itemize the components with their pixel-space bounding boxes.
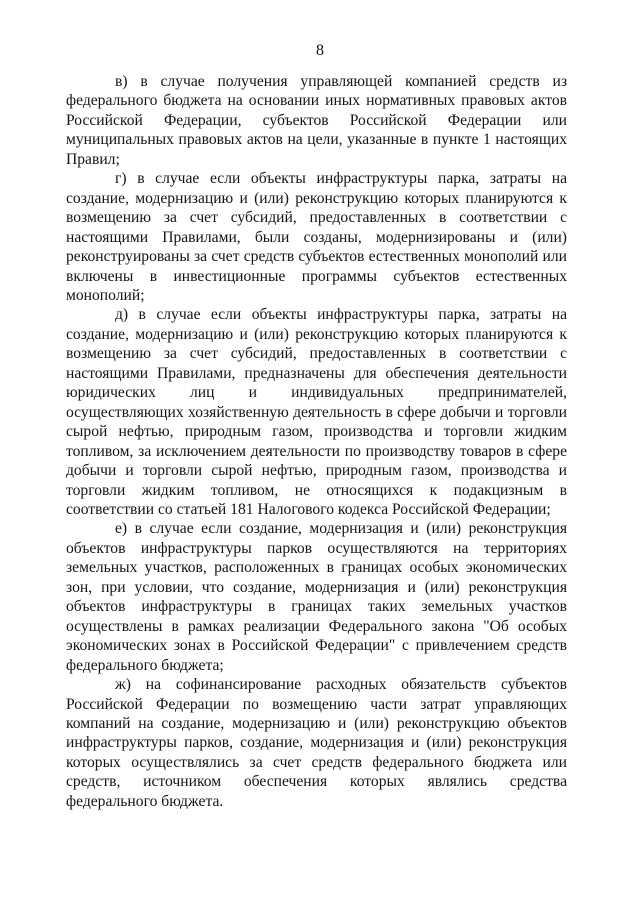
document-body (66, 72, 567, 811)
paragraph-v: в) в случае получения управляющей компанией средств из федерального бюджета на основании иных нормативных правовых актов Российской Федерации, субъектов Российской Федерации или муниципальных правовых актов на цели, указанные в пункте 1 настоящих Правил; (66, 73, 567, 168)
paragraph-zh: ж) на софинансирование расходных обязательств субъектов Российской Федерации по возмещению части затрат управляющих компаний на создание, модернизацию и (или) реконструкцию объектов инфраструктуры парков, создание, модернизация и (или) реконструкция которых осуществлялись за счет средств федерального бюджета или средств, источником обеспечения которых являлись средства федерального бюджета. (66, 676, 567, 810)
page-number: 8 (316, 42, 324, 59)
paragraph-g: г) в случае если объекты инфраструктуры парка, затраты на создание, модернизацию и (или) реконструкцию которых планируются к возмещению за счет субсидий, предоставленных в соответствии с настоящими Правилами, были созданы, модернизированы и (или) реконструированы за счет средств субъектов естественных монополий или включены в инвестиционные программы субъектов естественных монополий; (66, 170, 567, 304)
paragraph-d: д) в случае если объекты инфраструктуры парка, затраты на создание, модернизацию и (или) реконструкцию которых планируются к возмещению за счет субсидий, предоставленных в соответствии с настоящими Правилами, предназначены для обеспечения деятельности юридических лиц и индивидуальных предпринимателей, осуществляющих хозяйственную деятельность в сфере добычи и торговли сырой нефтью, природным газом, производства и торговли жидким топливом, за исключением деятельности по производству товаров в сфере добычи и торговли сырой нефтью, природным газом, производства и торговли жидким топливом, не относящихся к подакцизным в соответствии со статьей 181 Налогового кодекса Российской Федерации; (66, 306, 567, 518)
paragraph-e: е) в случае если создание, модернизация и (или) реконструкция объектов инфраструктуры парков осуществляются на территориях земельных участков, расположенных в границах особых экономических зон, при условии, что создание, модернизация и (или) реконструкция объектов инфраструктуры в границах таких земельных участков осуществлены в рамках реализации Федерального закона "Об особых экономических зонах в Российской Федерации" с привлечением средств федерального бюджета; (66, 520, 567, 674)
